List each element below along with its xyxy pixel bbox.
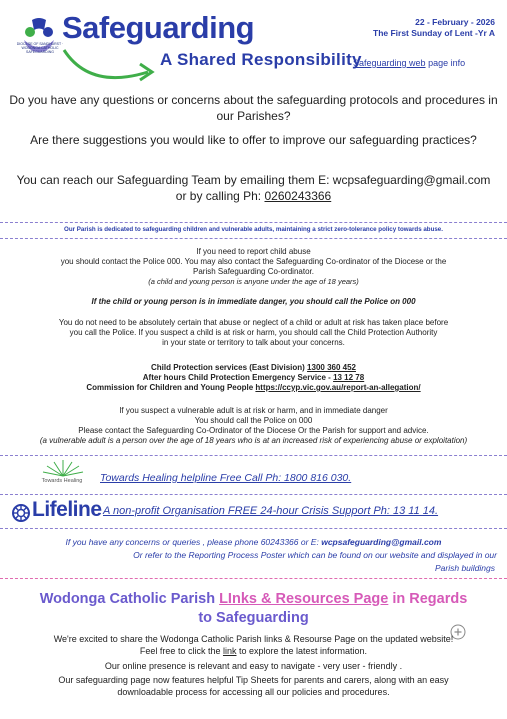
concerns-line (0, 537, 507, 547)
resources-heading-line-2: to Safeguarding (198, 610, 309, 626)
commission-url-link[interactable]: https://ccyp.vic.gov.au/report-an-allegation/ (255, 383, 421, 392)
vulnerable-line-3: Please contact the Safeguarding Co-Ordinator of the Diocese Or the Parish for support and advice. (78, 426, 429, 435)
web-info-rest: page info (425, 58, 466, 68)
dedication-statement: Our Parish is dedicated to safeguarding children and vulnerable adults, maintaining a strict zero-tolerance policy towards abuse. (64, 226, 443, 233)
after-hours-line (10, 373, 497, 383)
contact-phone-prefix: or by calling Ph: (175, 189, 265, 203)
contact-phone-link[interactable]: 0260243366 (264, 189, 332, 203)
commission-line (10, 383, 497, 393)
lifeline-support-line[interactable]: A non-profit Organisation FREE 24-hour Crisis Support Ph: 13 11 14. (103, 505, 439, 517)
after-hours-label: After hours Child Protection Emergency Service - (142, 373, 334, 382)
divider (0, 494, 507, 495)
explore-line (0, 646, 507, 656)
divider (0, 528, 507, 529)
divider (0, 222, 507, 223)
guidance-line-3: in your state or territory to talk about your concerns. (162, 338, 345, 347)
website-announcement: We're excited to share the Wodonga Catholic Parish links & Resourse Page on the updated website! (53, 634, 454, 644)
cps-phone-link[interactable]: 1300 360 452 (307, 363, 356, 372)
towards-healing-logo-label: Towards Healing (41, 478, 83, 484)
report-line-4: (a child and young person is anyone under the age of 18 years) (148, 277, 359, 286)
guidance-line-2: you call the Police. If you suspect a child is at risk or harm, you should call the Child Protection Authority (69, 328, 438, 337)
resources-page-link[interactable]: LInks & Resources Page (219, 591, 389, 607)
policies-line: downloadable process for accessing all our policies and procedures. (117, 687, 390, 697)
towards-healing-helpline[interactable]: Towards Healing helpline Free Call Ph: 1800 816 030. (100, 472, 352, 484)
report-line-1: If you need to report child abuse (196, 247, 311, 256)
liturgical-day-label: The First Sunday of Lent -Yr A (373, 28, 495, 38)
guidance-line-1: You do not need to be absolutely certain that abuse or neglect of a child or adult at risk has taken place before (58, 318, 449, 327)
logo-caption: DIOCESE OF SANDHURST · WODONGA CATHOLIC SAFEGUARDING (16, 42, 64, 54)
page-title: Safeguarding (62, 10, 255, 45)
contact-phone-line (0, 188, 507, 204)
report-line-2: you should contact the Police 000. You may also contact the Safeguarding Co-ordinator of the Diocese or the (60, 257, 447, 266)
concerns-text: If you have any concerns or queries , please phone 60243366 or E: (65, 537, 322, 547)
explore-text-end: to explore the latest information. (236, 646, 368, 656)
page-subtitle: A Shared Responsibility (160, 50, 362, 69)
contact-text (0, 172, 507, 204)
web-info-link[interactable]: Safeguarding web (353, 58, 426, 68)
after-hours-phone-link[interactable]: 13 12 78 (333, 373, 365, 382)
danger-notice: If the child or young person is in immediate danger, you should call the Police on 000 (91, 297, 416, 306)
lifeline-logo-icon (12, 504, 30, 522)
towards-healing-logo-icon (34, 458, 92, 490)
divider (0, 238, 507, 239)
resources-heading-line-1 (0, 591, 507, 607)
vulnerable-line-2: You should call the Police on 000 (194, 416, 313, 425)
question-1: Do you have any questions or concerns about the safeguarding protocols and procedures in our Parishes? (9, 93, 498, 123)
commission-label: Commission for Children and Young People (86, 383, 256, 392)
cps-label: Child Protection services (East Division) (151, 363, 308, 372)
lifeline-logo-text: Lifeline (32, 498, 102, 521)
vulnerable-line-1: If you suspect a vulnerable adult is at risk or harm, and in immediate danger (119, 406, 388, 415)
web-info-text (353, 58, 465, 68)
parish-buildings-line: Parish buildings (434, 563, 495, 573)
resources-heading-parish: Wodonga Catholic Parish (39, 591, 220, 607)
date-label: 22 - February - 2026 (415, 17, 495, 27)
explore-link[interactable]: link (222, 646, 237, 656)
reporting-poster-line: Or refer to the Reporting Process Poster which can be found on our website and displayed in our (133, 550, 497, 560)
vulnerable-line-4: (a vulnerable adult is a person over the age of 18 years who is at an increased risk of experiencing abuse or exploitation) (39, 436, 468, 445)
question-2: Are there suggestions you would like to offer to improve our safeguarding practices? (30, 133, 477, 147)
divider (0, 455, 507, 456)
cps-line (10, 363, 497, 373)
contact-email-line: You can reach our Safeguarding Team by emailing them E: wcpsafeguarding@gmail.com (16, 173, 491, 187)
concerns-email[interactable]: wcpsafeguarding@gmail.com (321, 537, 442, 547)
divider (0, 578, 507, 579)
online-presence-line: Our online presence is relevant and easy to navigate - very user - friendly . (104, 661, 403, 671)
explore-text: Feel free to click the (139, 646, 223, 656)
resources-heading-regards: in Regards (388, 591, 468, 607)
report-line-3: Parish Safeguarding Co-ordinator. (193, 267, 314, 276)
tip-sheets-line: Our safeguarding page now features helpful Tip Sheets for parents and carers, along with an easy (58, 675, 449, 685)
